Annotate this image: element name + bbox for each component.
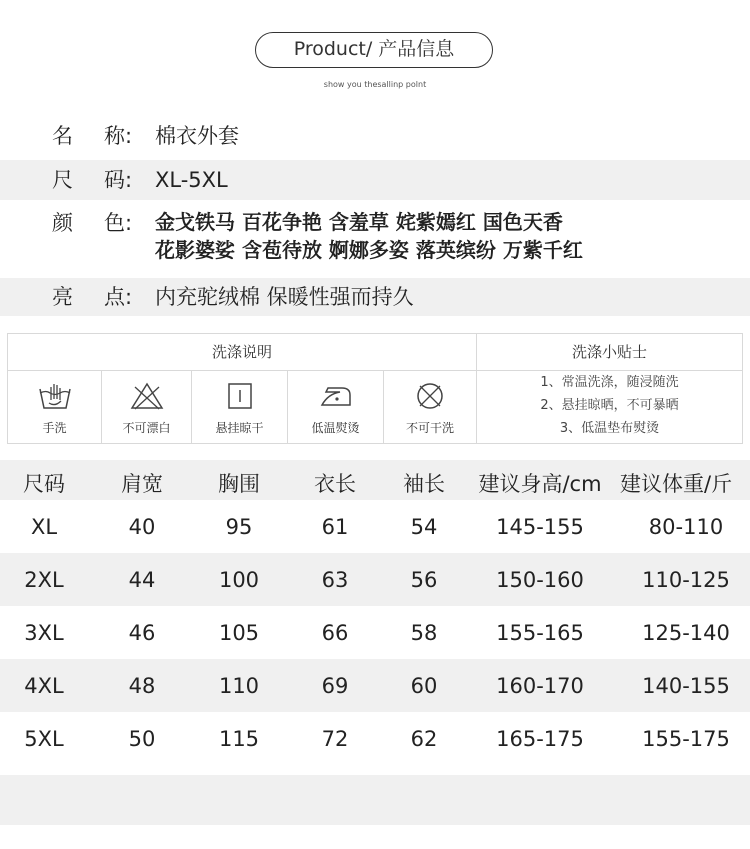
row-bust-cell: 95 xyxy=(225,514,253,539)
header-subtitle: show you thesallinp polnt xyxy=(323,80,427,89)
care-tip: 3、低温垫布熨烫 xyxy=(559,421,660,436)
no-bleach-icon xyxy=(129,381,165,411)
care-left-title: 洗涤说明 xyxy=(8,334,477,371)
row-length-cell: 61 xyxy=(321,514,349,539)
row-bust-cell: 115 xyxy=(218,726,260,751)
row-sleeve-cell: 60 xyxy=(410,673,438,698)
row-height-cell: 160-170 xyxy=(496,673,584,698)
colors-line-2: 花影婆娑 含苞待放 婀娜多姿 落英缤纷 万紫千红 xyxy=(155,238,583,262)
care-item-label: 低温熨烫 xyxy=(311,421,360,435)
row-shoulder-cell: 50 xyxy=(128,726,156,751)
row-height-cell: 150-160 xyxy=(496,567,584,592)
row-weight-cell: 110-125 xyxy=(642,567,730,592)
colors-line-1: 金戈铁马 百花争艳 含羞草 姹紫嫣红 国色天香 xyxy=(155,210,563,234)
row-length-cell: 72 xyxy=(321,726,349,751)
row-sleeve-cell: 54 xyxy=(410,514,438,539)
info-label-b: 色: xyxy=(104,211,133,235)
care-item-no-bleach xyxy=(102,371,192,443)
info-row-colors xyxy=(0,208,750,268)
row-shoulder-cell: 48 xyxy=(128,673,156,698)
info-value-highlight: 内充驼绒棉 保暖性强而持久 xyxy=(155,285,414,309)
bottom-band xyxy=(0,775,750,825)
info-row-size xyxy=(0,160,750,200)
info-value-size: XL-5XL xyxy=(155,168,228,192)
care-instructions xyxy=(7,333,743,444)
row-size-cell: 5XL xyxy=(24,726,64,751)
info-label-a: 亮 xyxy=(52,285,73,309)
table-row xyxy=(0,659,750,712)
care-item-no-dry-clean xyxy=(384,371,477,443)
care-item-hang-dry xyxy=(192,371,288,443)
row-shoulder-cell: 44 xyxy=(128,567,156,592)
row-height-cell: 165-175 xyxy=(496,726,584,751)
row-height-cell: 155-165 xyxy=(496,620,584,645)
row-size-cell: XL xyxy=(30,514,58,539)
care-item-hand-wash xyxy=(8,371,102,443)
care-item-low-iron xyxy=(288,371,384,443)
row-size-cell: 4XL xyxy=(24,673,64,698)
table-row xyxy=(0,712,750,765)
info-label-a: 名 xyxy=(52,124,73,148)
care-item-label: 不可干洗 xyxy=(405,421,454,435)
header-weight: 建议体重/斤 xyxy=(620,472,733,496)
info-value-name: 棉衣外套 xyxy=(155,124,239,148)
row-bust-cell: 100 xyxy=(218,567,260,592)
care-item-label: 手洗 xyxy=(42,421,67,435)
row-weight-cell: 140-155 xyxy=(642,673,730,698)
row-sleeve-cell: 56 xyxy=(410,567,438,592)
hang-dry-icon xyxy=(222,381,258,411)
size-table xyxy=(0,460,750,765)
care-tip: 1、常温洗涤，随浸随洗 xyxy=(540,375,679,390)
table-row xyxy=(0,553,750,606)
info-row-name xyxy=(0,118,750,154)
info-label-b: 点: xyxy=(104,285,133,309)
care-tip: 2、悬挂晾晒，不可暴晒 xyxy=(540,398,679,413)
row-weight-cell: 125-140 xyxy=(642,620,730,645)
row-length-cell: 69 xyxy=(321,673,349,698)
care-item-label: 悬挂晾干 xyxy=(215,421,264,435)
header-size: 尺码 xyxy=(23,472,65,496)
low-iron-icon xyxy=(318,381,354,411)
care-right-title: 洗涤小贴士 xyxy=(477,334,742,371)
info-label-b: 码: xyxy=(104,168,133,192)
row-weight-cell: 80-110 xyxy=(648,514,724,539)
no-dry-clean-icon xyxy=(412,381,448,411)
row-size-cell: 2XL xyxy=(24,567,64,592)
header-length: 衣长 xyxy=(314,472,356,496)
info-value-colors xyxy=(155,208,583,264)
header-shoulder: 肩宽 xyxy=(121,472,163,496)
size-table-header xyxy=(0,460,750,500)
row-weight-cell: 155-175 xyxy=(642,726,730,751)
row-length-cell: 66 xyxy=(321,620,349,645)
header-sleeve: 袖长 xyxy=(403,472,445,496)
info-label-a: 尺 xyxy=(52,168,73,192)
row-shoulder-cell: 40 xyxy=(128,514,156,539)
product-title-pill xyxy=(255,32,493,68)
row-bust-cell: 110 xyxy=(218,673,260,698)
header-bust: 胸围 xyxy=(218,472,260,496)
row-height-cell: 145-155 xyxy=(496,514,584,539)
row-size-cell: 3XL xyxy=(24,620,64,645)
table-row xyxy=(0,606,750,659)
row-sleeve-cell: 58 xyxy=(410,620,438,645)
product-title: Product/ 产品信息 xyxy=(293,38,455,60)
info-row-highlight xyxy=(0,278,750,316)
header-height: 建议身高/cm xyxy=(478,472,602,496)
row-sleeve-cell: 62 xyxy=(410,726,438,751)
info-label-a: 颜 xyxy=(52,211,73,235)
row-length-cell: 63 xyxy=(321,567,349,592)
hand-wash-icon xyxy=(37,381,73,411)
table-row xyxy=(0,500,750,553)
care-item-label: 不可漂白 xyxy=(122,421,171,435)
care-tips xyxy=(477,371,742,443)
info-label-b: 称: xyxy=(104,124,133,148)
row-shoulder-cell: 46 xyxy=(128,620,156,645)
row-bust-cell: 105 xyxy=(218,620,260,645)
